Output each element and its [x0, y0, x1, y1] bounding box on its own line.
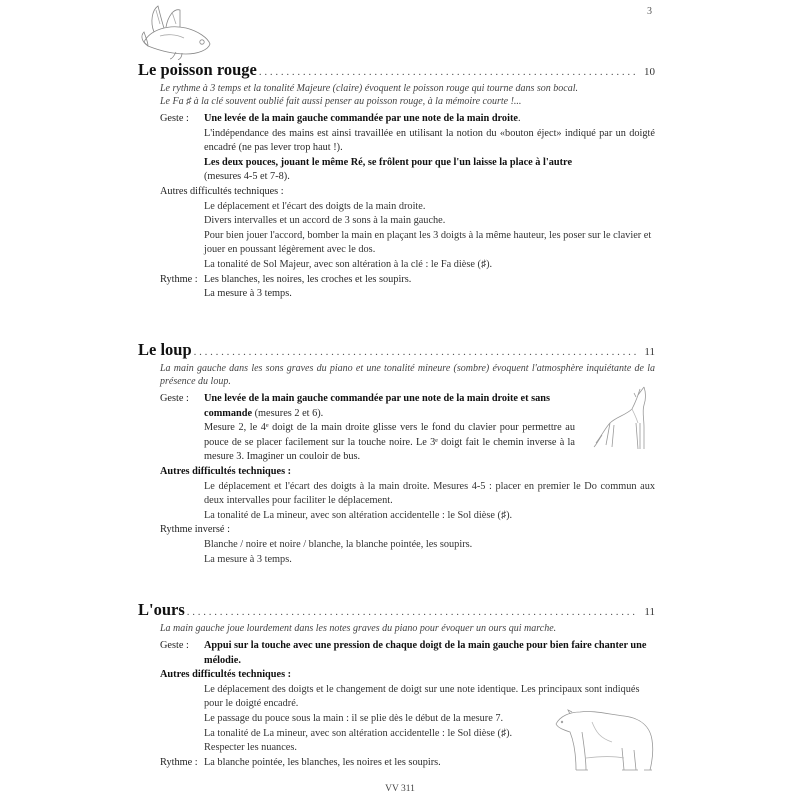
geste-label: Geste : [160, 113, 189, 124]
bear-illustration [552, 702, 662, 774]
section-loup [138, 340, 655, 567]
section-heading [138, 600, 655, 622]
dot-leader [194, 346, 637, 358]
geste-block [138, 639, 655, 668]
rhythm-label: Rythme inversé : [160, 524, 230, 536]
difficulty-item: Pour bien jouer l'accord, bomber la main en plaçant les 3 doigts à la même hauteur, les poser sur le clavier et jouer en poussant légèrement avec le dos. [204, 229, 652, 256]
rhythm-item: Les blanches, les noires, les croches et les soupirs. [204, 273, 412, 285]
rhythm-block [138, 273, 655, 302]
section-title: Le loup [138, 340, 192, 359]
rhythm-item: La mesure à 3 temps. [204, 288, 292, 300]
geste-main: Une levée de la main gauche commandée par une note de la main droite [204, 113, 518, 124]
section-intro [160, 622, 655, 635]
section-page-number: 11 [644, 606, 655, 618]
punctuation: . [238, 654, 241, 666]
rhythm-item: La mesure à 3 temps. [204, 553, 292, 565]
geste-measures: (mesures 2 et 6). [252, 407, 324, 419]
geste-main: Les deux pouces, jouant le même Ré, se frôlent pour que l'un laisse la place à l'autre [204, 156, 573, 168]
howling-wolf-illustration [592, 383, 662, 453]
section-title: Le poisson rouge [138, 60, 257, 79]
intro-line: Le Fa ♯ à la clé souvent oublié fait aussi penser au poisson rouge, à la mémoire courte !... [160, 96, 522, 107]
section-title: L'ours [138, 600, 185, 619]
goldfish-illustration [136, 2, 216, 60]
intro-line: La main gauche joue lourdement dans les notes graves du piano pour évoquer un ours qui marche. [160, 623, 557, 634]
punctuation: . [517, 113, 521, 124]
section-heading [138, 60, 655, 82]
dot-leader [259, 66, 637, 78]
section-heading [138, 340, 655, 362]
difficulties-label: Autres difficultés techniques : [160, 185, 284, 197]
section-page-number: 11 [644, 346, 655, 358]
geste-detail: L'indépendance des mains est ainsi travaillée en utilisant la notion du «bouton éject» indiqué par un doigté encadré (ne pas lever trop haut !). [204, 127, 655, 154]
difficulties-label: Autres difficultés techniques : [160, 669, 292, 681]
intro-line: Le rythme à 3 temps et la tonalité Majeure (claire) évoquent le poisson rouge qui tourne dans son bocal. [160, 83, 578, 94]
geste-block [138, 392, 655, 465]
difficulty-item: Le déplacement et l'écart des doigts de la main droite. [204, 200, 426, 212]
difficulties-list [204, 200, 655, 273]
difficulty-item: La tonalité de La mineur, avec son altération accidentelle : le Sol dièse (♯). [204, 509, 513, 521]
section-page-number: 10 [644, 66, 655, 78]
geste-block [138, 112, 655, 185]
geste-detail: Mesure 2, le 4ᵉ doigt de la main droite glisse vers le fond du clavier pour permettre au pouce de se placer facilement sur la touche noire. Le 3ᵉ doigt fait le chemin inverse à la mesure 3. Imaginer un couloir de bus. [204, 422, 575, 463]
section-poisson-rouge [138, 60, 655, 302]
geste-label: Geste : [160, 640, 189, 651]
difficulties-list [204, 480, 655, 524]
rhythm-label: Rythme : [160, 273, 198, 285]
catalog-footer: VV 311 [385, 784, 415, 794]
difficulty-item: La tonalité de La mineur, avec son altération accidentelle : le Sol dièse (♯). [204, 727, 513, 739]
page-number: 3 [647, 6, 652, 17]
difficulty-item: Divers intervalles et un accord de 3 sons à la main gauche. [204, 215, 446, 227]
difficulty-item: Le déplacement des doigts et le changement de doigt sur une note identique. Les principaux sont indiqués pour le doigté encadré. [204, 683, 640, 710]
geste-main: Appui sur la touche avec une pression de chaque doigt de la main gauche pour bien faire chanter une mélodie [204, 640, 647, 666]
difficulties-label: Autres difficultés techniques : [160, 465, 292, 477]
rhythm-list [204, 538, 655, 567]
difficulty-item: La tonalité de Sol Majeur, avec son altération à la clé : le Fa dièse (♯). [204, 258, 493, 270]
rhythm-label: Rythme : [160, 756, 198, 768]
section-intro [160, 82, 655, 108]
difficulty-item: Le déplacement et l'écart des doigts à la main droite. Mesures 4-5 : placer en premier le Do commun aux deux intervalles pour faciliter le déplacement. [204, 480, 655, 507]
intro-line: La main gauche dans les sons graves du piano et une tonalité mineure (sombre) évoquent l'atmosphère inquiétante de la présence du loup. [160, 363, 655, 387]
section-intro [160, 362, 655, 388]
rhythm-item: Blanche / noire et noire / blanche, la blanche pointée, les soupirs. [204, 538, 473, 550]
geste-detail: (mesures 4-5 et 7-8). [204, 171, 290, 183]
difficulty-item: Respecter les nuances. [204, 742, 297, 754]
geste-main: Une levée de la main gauche commandée par une note de la main droite et sans commande [204, 393, 550, 419]
rhythm-item: La blanche pointée, les blanches, les noires et les soupirs. [204, 756, 441, 768]
dot-leader [187, 606, 637, 618]
difficulty-item: Le passage du pouce sous la main : il se plie dès le début de la mesure 7. [204, 712, 504, 724]
geste-label: Geste : [160, 393, 189, 404]
